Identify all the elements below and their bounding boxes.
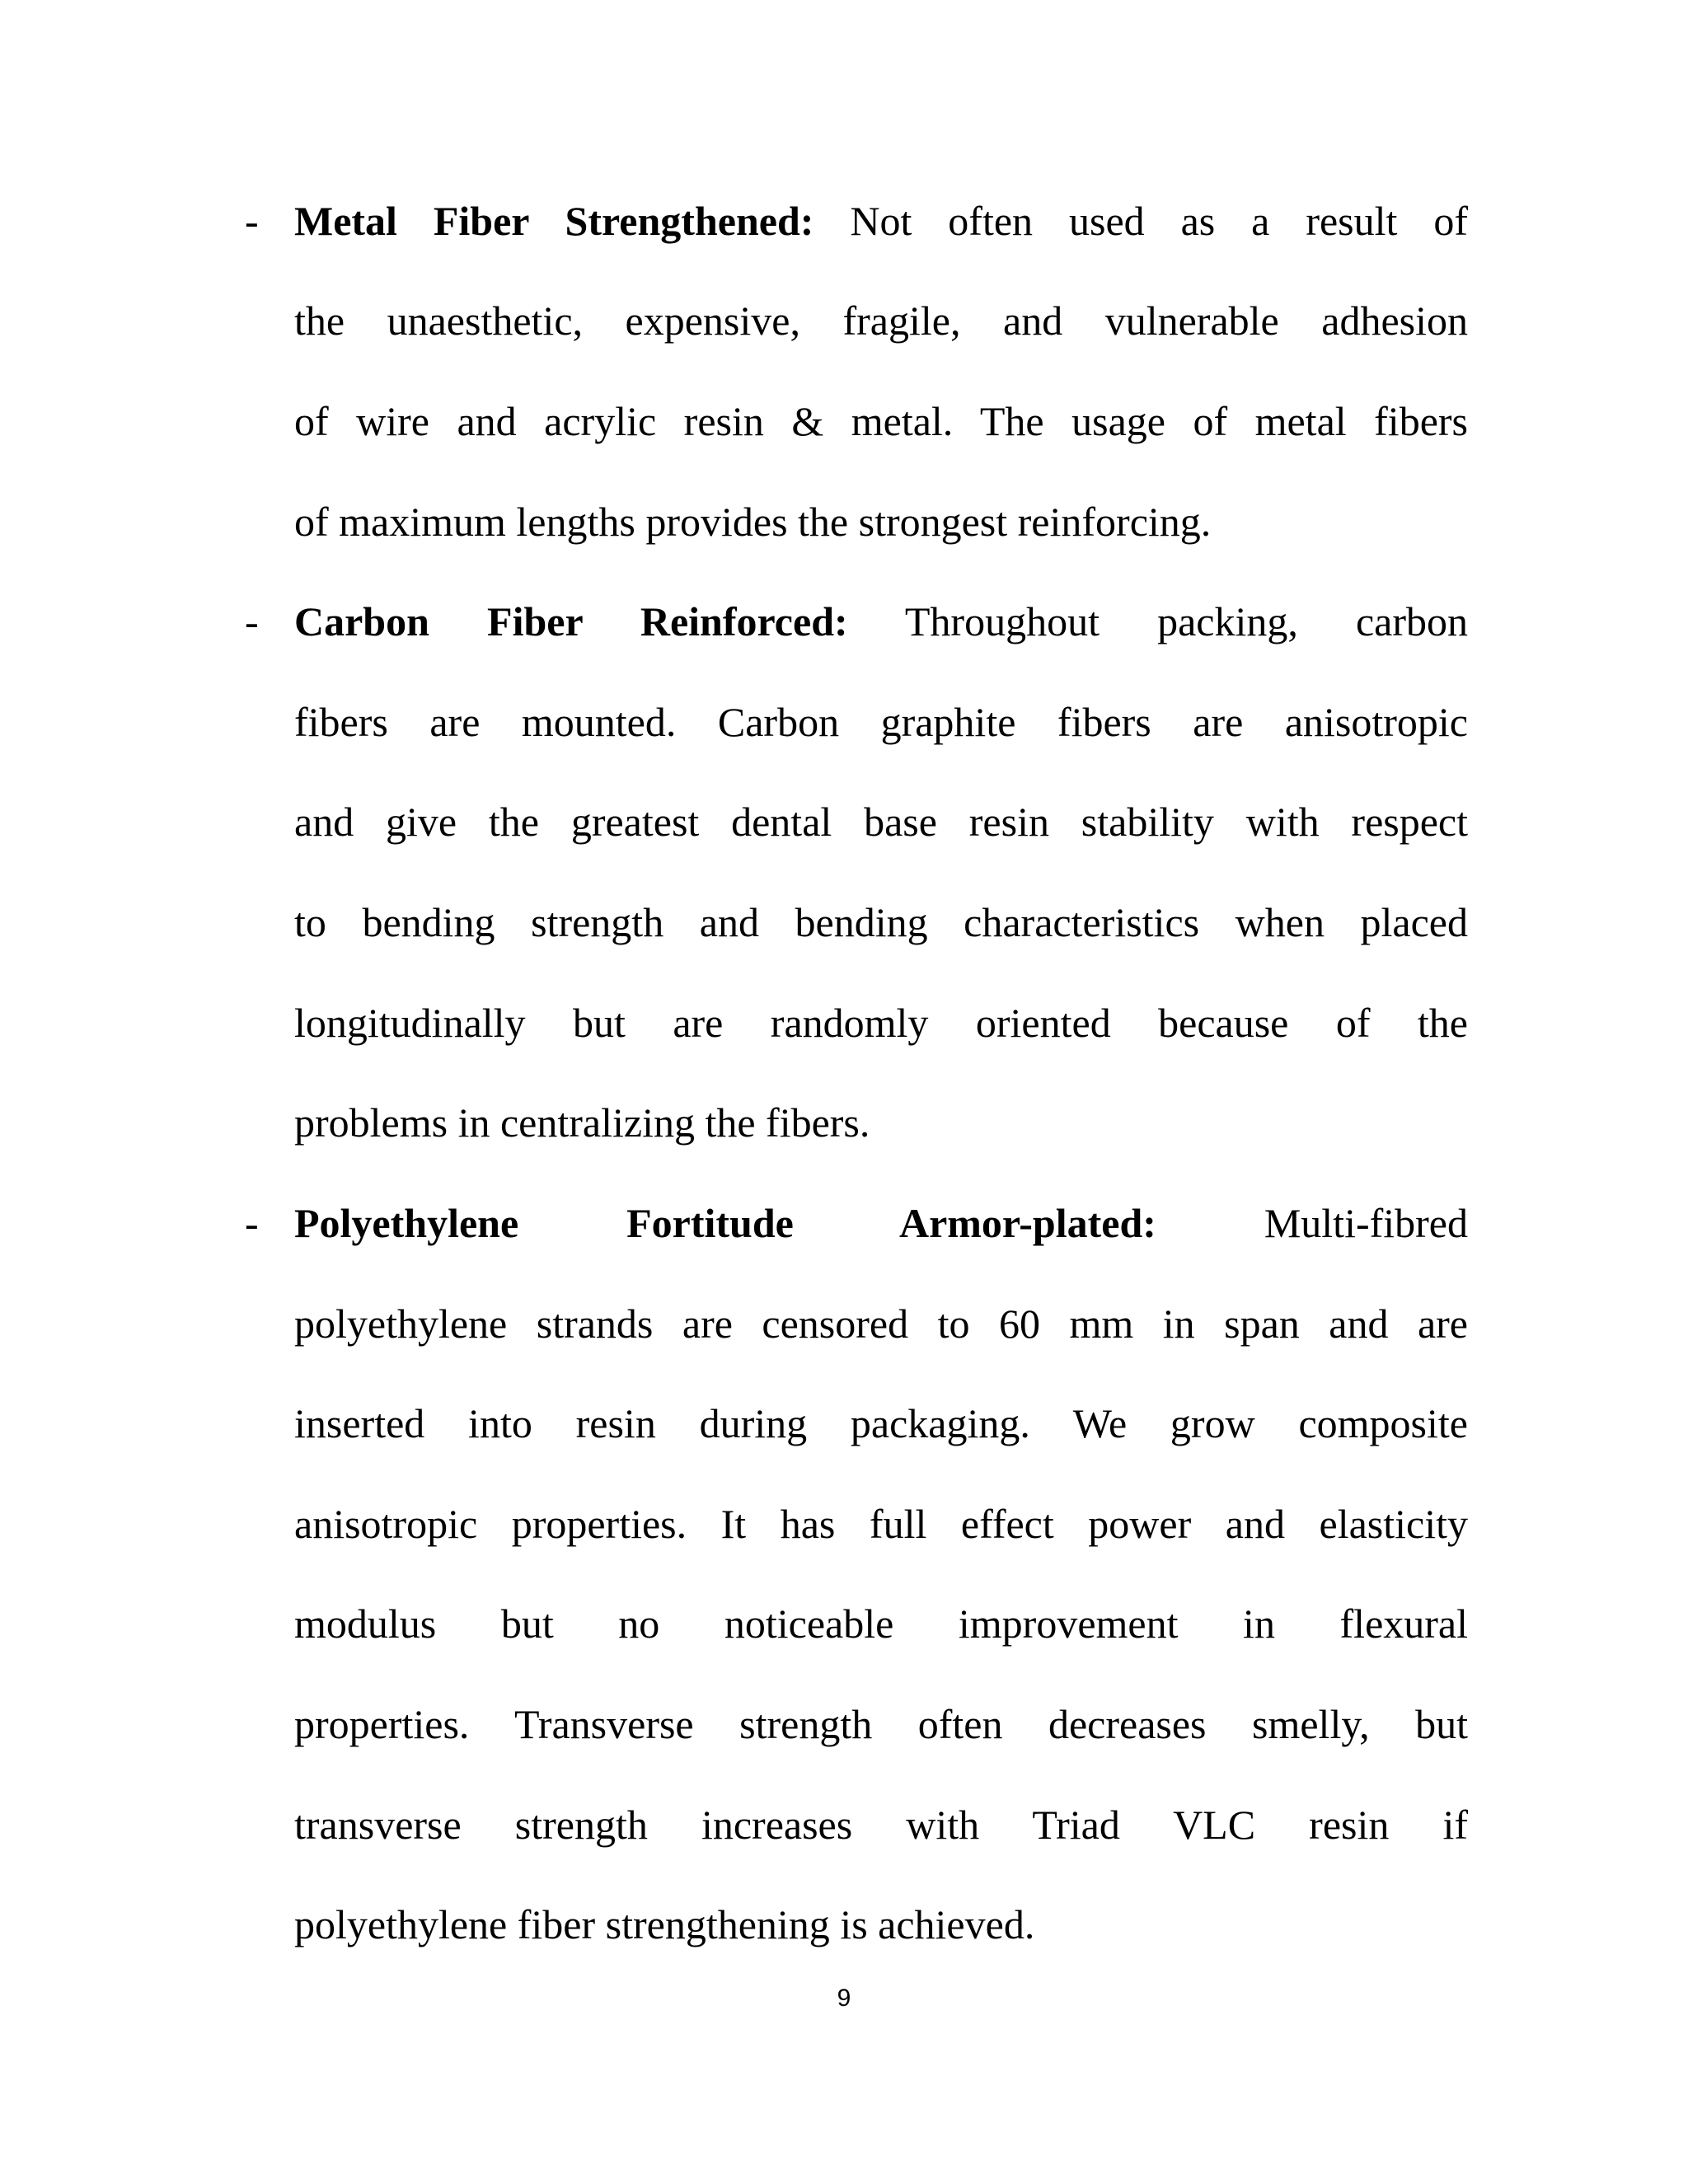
bullet-heading: Polyethylene Fortitude Armor-plated:: [294, 1200, 1156, 1246]
paragraph-line: [294, 598, 1468, 644]
bullet-dash: -: [245, 198, 259, 244]
paragraph-line: polyethylene fiber strengthening is achieved.: [294, 1901, 1035, 1947]
line-text: Not often used as a result of: [850, 198, 1468, 244]
paragraph-line: and give the greatest dental base resin stability with respect: [294, 799, 1468, 845]
paragraph-line: of wire and acrylic resin & metal. The usage of metal fibers: [294, 398, 1468, 444]
bullet-dash: -: [245, 598, 259, 644]
page-number: 9: [837, 1985, 851, 2012]
paragraph-line: fibers are mounted. Carbon graphite fibers are anisotropic: [294, 699, 1468, 745]
paragraph-line: anisotropic properties. It has full effect power and elasticity: [294, 1501, 1468, 1547]
line-text: Multi-fibred: [1264, 1200, 1468, 1246]
paragraph-line: to bending strength and bending characteristics when placed: [294, 899, 1468, 945]
paragraph-line: modulus but no noticeable improvement in flexural: [294, 1601, 1468, 1647]
paragraph-line: polyethylene strands are censored to 60 mm in span and are: [294, 1301, 1468, 1347]
paragraph-line: of maximum lengths provides the strongest reinforcing.: [294, 499, 1212, 545]
bullet-dash: -: [245, 1200, 259, 1246]
paragraph-line: longitudinally but are randomly oriented because of the: [294, 1000, 1468, 1046]
paragraph-line: transverse strength increases with Triad VLC resin if: [294, 1802, 1468, 1848]
paragraph-line: problems in centralizing the fibers.: [294, 1099, 870, 1146]
paragraph-line: [294, 1202, 1468, 1244]
paragraph-line: inserted into resin during packaging. We grow composite: [294, 1400, 1468, 1446]
paragraph-line: [294, 198, 1468, 244]
bullet-heading: Metal Fiber Strengthened:: [294, 198, 814, 244]
bullet-heading: Carbon Fiber Reinforced:: [294, 598, 848, 644]
paragraph-line: the unaesthetic, expensive, fragile, and vulnerable adhesion: [294, 298, 1468, 344]
line-text: Throughout packing, carbon: [904, 598, 1468, 644]
paragraph-line: properties. Transverse strength often decreases smelly, but: [294, 1701, 1468, 1747]
